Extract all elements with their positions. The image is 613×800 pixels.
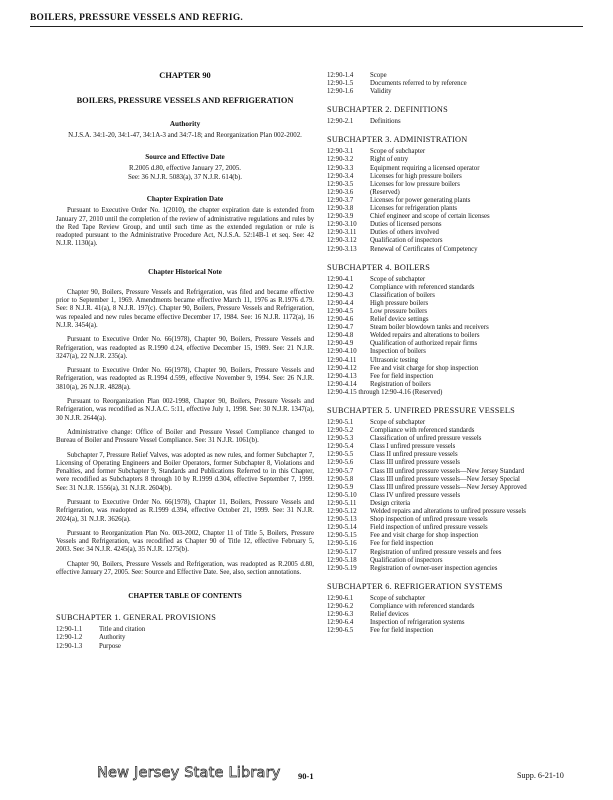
- toc-item: [327, 237, 592, 245]
- right-column: [327, 72, 592, 644]
- toc-item: [327, 357, 592, 365]
- toc-item-title: Equipment requiring a licensed operator: [370, 164, 480, 172]
- toc-item-number: 12:90-6.3: [327, 610, 354, 618]
- toc-item-title: Class III unfired pressure vessels—New Jersey Special: [370, 475, 520, 483]
- toc-item-number: 12:90-4.6: [327, 316, 354, 324]
- historical-paragraph: Chapter 90, Boilers, Pressure Vessels and Refrigeration, was readopted as R.2005 d.80, effective January 27, 2005. See: Source and Effective Date. See, also, section annotations.: [56, 560, 314, 577]
- running-header: BOILERS, PRESSURE VESSELS AND REFRIG.: [30, 13, 244, 23]
- toc-item-title: Title and citation: [99, 626, 146, 634]
- toc-heading: CHAPTER TABLE OF CONTENTS: [128, 592, 242, 601]
- toc-item-number: 12:90-3.10: [327, 221, 357, 229]
- source-heading: Source and Effective Date: [145, 153, 225, 162]
- page-number: 90-1: [298, 771, 314, 781]
- chapter-title: BOILERS, PRESSURE VESSELS AND REFRIGERATION: [76, 96, 294, 105]
- toc-item-number: 12:90-4.12: [327, 364, 357, 372]
- toc-item-title: Welded repairs and alterations to unfired pressure vessels: [370, 508, 526, 516]
- subchapter-4-title: SUBCHAPTER 4. BOILERS: [327, 262, 431, 272]
- toc-item-title: Chief engineer and scope of certain licenses: [370, 213, 490, 221]
- toc-item-title: Licenses for high pressure boilers: [370, 172, 462, 180]
- toc-item: [327, 365, 592, 373]
- toc-item-number: 12:90-4.9: [327, 340, 354, 348]
- toc-item: [327, 595, 592, 603]
- toc-item: [327, 549, 592, 557]
- toc-item-title: Inspection of refrigeration systems: [370, 619, 465, 627]
- toc-item-number: 12:90-5.13: [327, 516, 357, 524]
- toc-item-number: 12:90-4.1: [327, 275, 354, 283]
- toc-item-title: Relief devices: [370, 610, 409, 618]
- toc-item-number: 12:90-4.11: [327, 356, 357, 364]
- toc-item-title: Class IV unfired pressure vessels: [370, 491, 461, 499]
- toc-item-number: 12:90-4.3: [327, 291, 354, 299]
- library-watermark: New Jersey State Library: [97, 765, 281, 781]
- toc-item: [327, 229, 592, 237]
- subchapter-4: [327, 263, 592, 397]
- toc-item: [327, 532, 592, 540]
- toc-item-number: 12:90-3.6: [327, 188, 354, 196]
- toc-item-title: Class II unfired pressure vessels: [370, 451, 458, 459]
- toc-item: [327, 324, 592, 332]
- toc-item: [327, 603, 592, 611]
- toc-item-title: Validity: [370, 88, 392, 96]
- toc-item-title: Classification of unfired pressure vessels: [370, 435, 482, 443]
- toc-item-number: 12:90-4.8: [327, 332, 354, 340]
- toc-item-number: 12:90-5.1: [327, 419, 354, 426]
- subchapter-3: [327, 135, 592, 253]
- toc-item: [327, 565, 592, 573]
- toc-item: [327, 381, 592, 389]
- toc-item-title: Scope of subchapter: [370, 594, 426, 602]
- toc-item-number: 12:90-4.4: [327, 299, 354, 307]
- toc-item-number: 12:90-1.5: [327, 80, 354, 88]
- toc-item-title: Qualification of inspectors: [370, 556, 443, 564]
- toc-item-title: Class I unfired pressure vessels: [370, 443, 456, 451]
- toc-item-title: Renewal of Certificates of Competency: [370, 245, 478, 253]
- toc-item-number: 12:90-1.6: [327, 88, 354, 96]
- subchapter-3-title: SUBCHAPTER 3. ADMINISTRATION: [327, 135, 468, 145]
- toc-item-title: Registration of unfired pressure vessels and fees: [370, 548, 502, 556]
- toc-item: [327, 373, 592, 381]
- toc-item-number: 12:90-2.1: [327, 118, 354, 126]
- subchapter-2-title: SUBCHAPTER 2. DEFINITIONS: [327, 105, 448, 115]
- toc-item-title: Field inspection of unfired pressure vessels: [370, 524, 488, 532]
- toc-item-title: Compliance with referenced standards: [370, 427, 475, 435]
- toc-reserved-line: 12:90-4.15 through 12:90-4.16 (Reserved): [327, 388, 443, 396]
- toc-item-number: 12:90-4.14: [327, 380, 357, 388]
- toc-item: [327, 332, 592, 340]
- left-column: [56, 71, 314, 651]
- toc-item-title: Right of entry: [370, 156, 409, 164]
- toc-item: [327, 165, 592, 173]
- toc-item-title: Scope of subchapter: [370, 419, 426, 426]
- toc-item: [56, 634, 314, 642]
- toc-item-number: 12:90-5.6: [327, 459, 354, 467]
- toc-item-number: 12:90-5.4: [327, 443, 354, 451]
- toc-item-number: 12:90-3.5: [327, 180, 354, 188]
- source-line2: See: 36 N.J.R. 5083(a), 37 N.J.R. 614(b).: [127, 173, 243, 181]
- toc-item: [327, 118, 592, 126]
- toc-item-number: 12:90-5.15: [327, 532, 357, 540]
- historical-paragraph: Subchapter 7, Pressure Relief Valves, was adopted as new rules, and former Subchapter 7, Licensing of Operating Engineers and Boiler Operators, former Subchapter 8, Violations and Penalties, and former Subchapter 9, Standards and Publications Referred to in this Chapter, were recodified as Subchapters 8 through 10 by R.1999 d.304, effective September 7, 1999. See: 31 N.J.R. 1556(a), 31 N.J.R. 2604(b).: [56, 451, 314, 492]
- toc-item-title: Duties of others involved: [370, 229, 439, 237]
- toc-item: [327, 468, 592, 476]
- toc-item: [327, 181, 592, 189]
- toc-item-number: 12:90-3.3: [327, 164, 354, 172]
- toc-item: [327, 156, 592, 164]
- toc-item-title: Class III unfired pressure vessels: [370, 459, 460, 467]
- toc-item-number: 12:90-4.7: [327, 324, 354, 332]
- toc-item-title: Scope of subchapter: [370, 275, 426, 283]
- toc-item-title: Fee and visit charge for shop inspection: [370, 532, 479, 540]
- toc-item-number: 12:90-6.1: [327, 594, 354, 602]
- toc-item-number: 12:90-5.10: [327, 491, 357, 499]
- toc-item: [56, 643, 314, 651]
- subchapter-1-title: SUBCHAPTER 1. GENERAL PROVISIONS: [56, 613, 217, 623]
- toc-item-title: Relief device settings: [370, 316, 429, 324]
- toc-item-title: Definitions: [370, 118, 401, 126]
- toc-item-number: 12:90-5.17: [327, 548, 357, 556]
- toc-item-title: Scope: [370, 72, 387, 79]
- toc-item-number: 12:90-1.1: [56, 626, 83, 634]
- toc-item-title: Design criteria: [370, 499, 411, 507]
- toc-item: [327, 619, 592, 627]
- header-rule: [30, 26, 583, 27]
- toc-item-number: 12:90-3.1: [327, 148, 354, 156]
- toc-item-title: Compliance with referenced standards: [370, 602, 475, 610]
- toc-item-number: 12:90-3.8: [327, 205, 354, 213]
- toc-item-number: 12:90-6.2: [327, 602, 354, 610]
- toc-item-number: 12:90-4.2: [327, 283, 354, 291]
- toc-item: [327, 173, 592, 181]
- subchapter-1-list: [56, 626, 314, 650]
- subchapter-5-title: SUBCHAPTER 5. UNFIRED PRESSURE VESSELS: [327, 406, 515, 415]
- toc-item: [327, 316, 592, 324]
- historical-heading: Chapter Historical Note: [148, 267, 222, 276]
- toc-item: [327, 88, 592, 96]
- toc-item: [327, 284, 592, 292]
- toc-item-number: 12:90-4.10: [327, 348, 357, 356]
- toc-item: [327, 308, 592, 316]
- toc-item-number: 12:90-6.4: [327, 619, 354, 627]
- subchapter-2: [327, 105, 592, 126]
- toc-item-number: 12:90-5.12: [327, 508, 357, 516]
- toc-item-title: Low pressure boilers: [370, 307, 428, 315]
- toc-item: [327, 427, 592, 435]
- toc-item: [56, 626, 314, 634]
- subchapter-1-continued: [327, 72, 592, 96]
- toc-item-title: Steam boiler blowdown tanks and receivers: [370, 324, 489, 332]
- toc-item-title: Class III unfired pressure vessels—New Jersey Standard: [370, 467, 525, 475]
- toc-item: [327, 300, 592, 308]
- toc-item-title: Shop inspection of unfired pressure vessels: [370, 516, 488, 524]
- authority-heading: Authority: [169, 119, 201, 128]
- toc-item: [327, 435, 592, 443]
- historical-paragraph: Pursuant to Reorganization Plan No. 003-2002, Chapter 11 of Title 5, Boilers, Pressure Vessels and Refrigeration, was recodified as Chapter 90 of Title 12, effective February 5, 2003. See: 34 N.J.R. 4245(a), 35 N.J.R. 1275(b).: [56, 529, 314, 554]
- toc-item-title: Purpose: [99, 642, 121, 650]
- toc-item-title: Fee for field inspection: [370, 627, 434, 635]
- toc-item-number: 12:90-5.3: [327, 435, 354, 443]
- toc-item: [327, 540, 592, 548]
- toc-item: [327, 276, 592, 284]
- expiration-text: Pursuant to Executive Order No. 1(2010), the chapter expiration date is extended from January 27, 2010 until the completion of the review of administrative regulations and rules by the Red Tape Review Group, and until such time as the extended regulation or rule is readopted pursuant to the Administrative Procedure Act, N.J.S.A. 52:14B-1 et seq. See: 42 N.J.R. 1130(a).: [56, 207, 314, 248]
- toc-item: [327, 197, 592, 205]
- historical-paragraph: Pursuant to Executive Order No. 66(1978), Chapter 90, Boilers, Pressure Vessels and Refrigeration, was readopted as R.1990 d.24, effective December 15, 1989. See: 21 N.J.R. 3247(a), 22 N.J.R. 235(a).: [56, 336, 314, 360]
- toc-item-title: (Reserved): [370, 188, 400, 196]
- toc-item: [327, 246, 592, 254]
- toc-item-title: Duties of licensed persons: [370, 221, 442, 229]
- toc-item: [327, 484, 592, 492]
- toc-item-title: Qualification of inspectors: [370, 237, 443, 245]
- toc-item-number: 12:90-5.5: [327, 451, 354, 459]
- toc-item-number: 12:90-5.7: [327, 467, 354, 475]
- subchapter-6-title: SUBCHAPTER 6. REFRIGERATION SYSTEMS: [327, 581, 503, 591]
- toc-item-title: Compliance with referenced standards: [370, 283, 475, 291]
- subchapter-5: [327, 406, 592, 573]
- toc-item-number: 12:90-5.18: [327, 556, 357, 564]
- subchapter-6: [327, 582, 592, 635]
- toc-item-number: 12:90-4.5: [327, 307, 354, 315]
- toc-item: [327, 221, 592, 229]
- toc-item-number: 12:90-3.4: [327, 172, 354, 180]
- toc-item: [327, 72, 592, 80]
- toc-item-title: Registration of owner-user inspection agencies: [370, 564, 498, 572]
- toc-item-number: 12:90-4.13: [327, 372, 357, 380]
- source-line1: R.2005 d.80, effective January 27, 2005.: [128, 165, 241, 173]
- historical-paragraph: Pursuant to Executive Order No. 66(1978), Chapter 11, Boilers, Pressure Vessels and Refrigeration, was readopted as R.1999 d.394, effective October 21, 1999. See: 31 N.J.R. 2024(a), 31 N.J.R. 3626(a).: [56, 499, 314, 523]
- toc-item-title: Inspection of boilers: [370, 348, 426, 356]
- toc-item: [327, 419, 592, 427]
- toc-item: [327, 80, 592, 88]
- toc-item-number: 12:90-5.8: [327, 475, 354, 483]
- toc-item: [327, 292, 592, 300]
- toc-item-number: 12:90-5.14: [327, 524, 357, 532]
- toc-item-number: 12:90-1.4: [327, 72, 354, 79]
- toc-item: [327, 213, 592, 221]
- toc-item: [327, 340, 592, 348]
- authority-text: N.J.S.A. 34:1-20, 34:1-47, 34:1A-3 and 34:7-18; and Reorganization Plan 002-2002.: [68, 131, 302, 139]
- historical-paragraph: Pursuant to Reorganization Plan 002-1998, Chapter 90, Boilers, Pressure Vessels and Refrigeration, was recodified as N.J.A.C. 5:11, effective July 1, 1998. See: 30 N.J.R. 1347(a), 30 N.J.R. 2644(a).: [56, 398, 314, 422]
- toc-item-number: 12:90-5.16: [327, 540, 357, 548]
- toc-item-number: 12:90-1.2: [56, 634, 83, 642]
- toc-item-title: Ultrasonic testing: [370, 356, 419, 364]
- toc-item: [327, 500, 592, 508]
- toc-item: [327, 205, 592, 213]
- historical-paragraph: Pursuant to Executive Order No. 66(1978), Chapter 90, Boilers, Pressure Vessels and Refrigeration, was readopted as R.1994 d.599, effective November 9, 1994. See: 26 N.J.R. 3810(a), 26 N.J.R. 4828(a).: [56, 367, 314, 391]
- toc-item-title: Licenses for refrigeration plants: [370, 205, 458, 213]
- toc-item-title: Documents referred to by reference: [370, 80, 467, 88]
- toc-item: [327, 516, 592, 524]
- toc-item-number: 12:90-3.11: [327, 229, 357, 237]
- historical-paragraph: Administrative change: Office of Boiler and Pressure Vessel Compliance changed to Bureau of Boiler and Pressure Vessel Compliance. See: 31 N.J.R. 1061(b).: [56, 428, 314, 445]
- expiration-heading: Chapter Expiration Date: [146, 195, 224, 204]
- toc-item-title: Fee and visit charge for shop inspection: [370, 364, 479, 372]
- toc-item-number: 12:90-5.9: [327, 483, 354, 491]
- toc-item-title: Fee for field inspection: [370, 372, 434, 380]
- toc-item-number: 12:90-3.7: [327, 196, 354, 204]
- toc-item: [327, 476, 592, 484]
- toc-item-title: Scope of subchapter: [370, 148, 426, 156]
- toc-item-title: Classification of boilers: [370, 291, 435, 299]
- toc-item: [327, 557, 592, 565]
- toc-item: [327, 348, 592, 356]
- toc-item: [327, 189, 592, 197]
- toc-item-title: Authority: [99, 634, 126, 642]
- toc-item-number: 12:90-1.3: [56, 642, 83, 650]
- toc-item-number: 12:90-5.2: [327, 427, 354, 435]
- toc-item-title: Welded repairs and alterations to boilers: [370, 332, 480, 340]
- toc-item: [327, 492, 592, 500]
- toc-item-title: Fee for field inspection: [370, 540, 434, 548]
- toc-item-title: Licenses for power generating plants: [370, 196, 471, 204]
- toc-item-title: Class III unfired pressure vessels—New Jersey Approved: [370, 483, 527, 491]
- toc-item-title: High pressure boilers: [370, 299, 429, 307]
- toc-item: [327, 459, 592, 467]
- toc-item: [327, 508, 592, 516]
- toc-item: [327, 451, 592, 459]
- toc-item-title: Licenses for low pressure boilers: [370, 180, 460, 188]
- toc-item-number: 12:90-3.12: [327, 237, 357, 245]
- supplement-date: Supp. 6-21-10: [517, 771, 564, 780]
- toc-item: [327, 148, 592, 156]
- toc-item-title: Registration of boilers: [370, 380, 431, 388]
- toc-item: [327, 443, 592, 451]
- toc-item-number: 12:90-3.2: [327, 156, 354, 164]
- toc-item-number: 12:90-6.5: [327, 627, 354, 635]
- toc-item: [327, 627, 592, 635]
- historical-paragraph: Chapter 90, Boilers, Pressure Vessels and Refrigeration, was filed and became effective prior to September 1, 1969. Amendments became effective March 11, 1976 as R.1976 d.79. See: 8 N.J.R. 41(a), 8 N.J.R. 197(c). Chapter 90, Boilers, Pressure Vessels and Refrigeration, was repealed and new rules became effective December 17, 1984. See: 16 N.J.R. 1172(a), 16 N.J.R. 3454(a).: [56, 288, 314, 329]
- toc-item-number: 12:90-5.19: [327, 564, 357, 572]
- toc-item-number: 12:90-3.13: [327, 245, 357, 253]
- toc-item-number: 12:90-5.11: [327, 499, 357, 507]
- toc-item: [327, 611, 592, 619]
- toc-item: [327, 524, 592, 532]
- toc-item-number: 12:90-3.9: [327, 213, 354, 221]
- chapter-number: CHAPTER 90: [159, 71, 211, 80]
- toc-item-title: Qualification of authorized repair firms: [370, 340, 478, 348]
